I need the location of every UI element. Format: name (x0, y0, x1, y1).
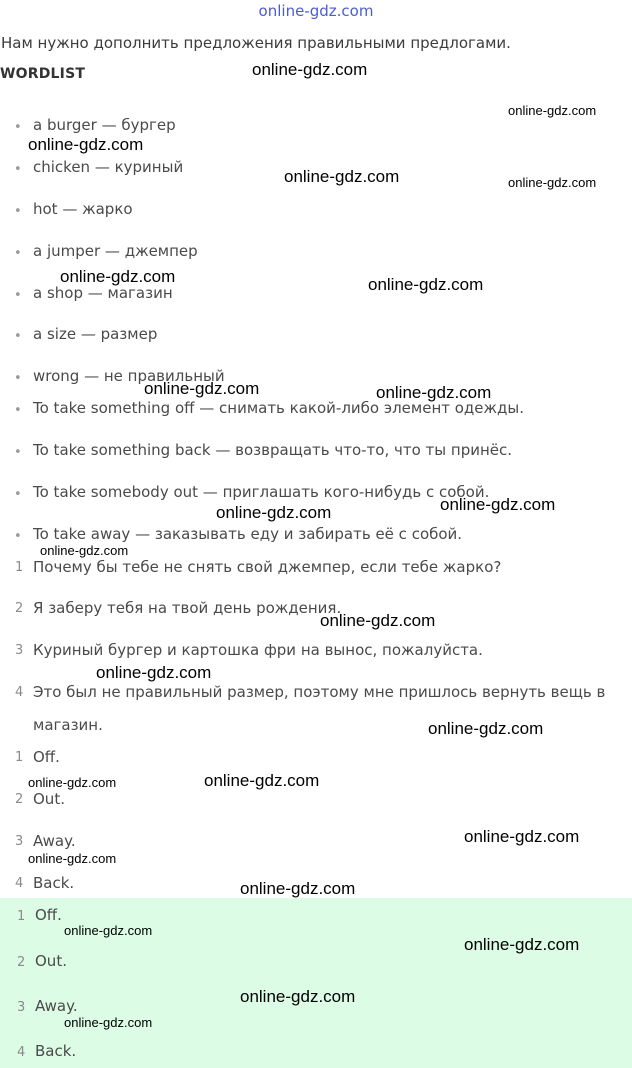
answer-number: 4 (15, 876, 24, 891)
wordlist-item: To take something back — возвращать что-то, что ты принёс. (33, 441, 513, 459)
sentence-number: 4 (15, 685, 24, 700)
answer-text: Off. (35, 906, 62, 924)
answer-number: 2 (15, 792, 24, 807)
bullet-icon: • (14, 120, 22, 135)
watermark: online-gdz.com (60, 267, 176, 286)
sentence-text: Куриный бургер и картошка фри на вынос, пожалуйста. (33, 641, 483, 659)
bullet-icon: • (14, 403, 22, 418)
watermark: online-gdz.com (240, 987, 356, 1006)
sentence-number: 1 (15, 560, 24, 575)
watermark: online-gdz.com (96, 663, 212, 682)
answer-text: Back. (33, 874, 75, 892)
bullet-icon: • (14, 246, 22, 261)
bullet-icon: • (14, 162, 22, 177)
answer-number: 3 (17, 1000, 26, 1015)
watermark: online-gdz.com (240, 879, 356, 898)
bullet-icon: • (14, 445, 22, 460)
sentence-number: 3 (15, 643, 24, 658)
bullet-icon: • (14, 371, 22, 386)
watermark: online-gdz.com (144, 379, 260, 398)
bullet-icon: • (14, 487, 22, 502)
wordlist-item: wrong — не правильный (33, 367, 225, 385)
answer-text: Away. (33, 832, 76, 850)
wordlist-item: To take somebody out — приглашать кого-нибудь с собой. (33, 483, 490, 501)
answer-text: Out. (35, 952, 67, 970)
watermark: online-gdz.com (284, 167, 400, 186)
answer-text: Out. (33, 790, 65, 808)
answer-number: 3 (15, 834, 24, 849)
watermark: online-gdz.com (28, 135, 144, 154)
wordlist-item: a burger — бургер (33, 116, 176, 134)
answer-number: 1 (15, 750, 24, 765)
watermark: online-gdz.com (508, 103, 597, 118)
wordlist-item: a shop — магазин (33, 284, 173, 302)
watermark: online-gdz.com (464, 935, 580, 954)
watermark: online-gdz.com (28, 851, 117, 866)
wordlist-item: chicken — куриный (33, 158, 184, 176)
answer-text: Back. (35, 1042, 77, 1060)
watermark: online-gdz.com (216, 503, 332, 522)
watermark: online-gdz.com (64, 923, 153, 938)
watermark: online-gdz.com (428, 719, 544, 738)
bullet-icon: • (14, 204, 22, 219)
wordlist-item: To take away — заказывать еду и забирать её с собой. (33, 525, 463, 543)
wordlist-item: hot — жарко (33, 200, 133, 218)
answer-number: 1 (17, 909, 26, 924)
watermark: online-gdz.com (64, 1015, 153, 1030)
answer-text: Off. (33, 748, 60, 766)
watermark: online-gdz.com (40, 543, 129, 558)
answer-text: Away. (35, 997, 78, 1015)
sentence-text: Почему бы тебе не снять свой джемпер, если тебе жарко? (33, 558, 502, 576)
watermark: online-gdz.com (508, 175, 597, 190)
watermark: online-gdz.com (204, 771, 320, 790)
watermark: online-gdz.com (376, 383, 492, 402)
wordlist-item: a jumper — джемпер (33, 242, 198, 260)
watermark: online-gdz.com (252, 60, 368, 79)
bullet-icon: • (14, 529, 22, 544)
watermark: online-gdz.com (464, 827, 580, 846)
watermark: online-gdz.com (440, 495, 556, 514)
watermark: online-gdz.com (368, 275, 484, 294)
answer-number: 2 (17, 955, 26, 970)
watermark: online-gdz.com (320, 611, 436, 630)
bullet-icon: • (14, 329, 22, 344)
sentence-text: Это был не правильный размер, поэтому мне пришлось вернуть вещь в (33, 683, 606, 701)
intro-text: Нам нужно дополнить предложения правильными предлогами. (1, 34, 511, 52)
bullet-icon: • (14, 288, 22, 303)
watermark: online-gdz.com (28, 775, 117, 790)
wordlist-item: a size — размер (33, 325, 158, 343)
answer-number: 4 (17, 1045, 26, 1060)
wordlist-heading: WORDLIST (0, 66, 86, 82)
sentence-text: Я заберу тебя на твой день рождения. (33, 599, 342, 617)
sentence-text-continued: магазин. (33, 716, 103, 734)
site-header-link[interactable]: online-gdz.com (258, 2, 374, 20)
sentence-number: 2 (15, 601, 24, 616)
wordlist-item: To take something off — снимать какой-либо элемент одежды. (33, 399, 525, 417)
